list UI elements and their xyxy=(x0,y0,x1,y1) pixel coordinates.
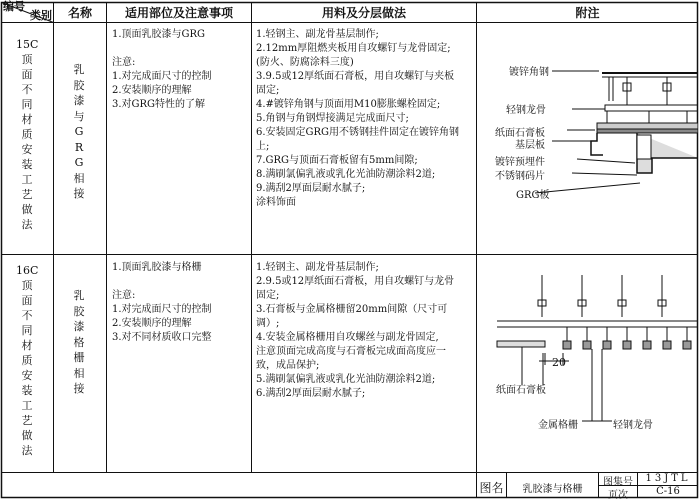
row1-label-4: 镀锌预埋件 xyxy=(495,157,545,168)
method-line: 6.满刮2厚面层耐水腻子; xyxy=(256,388,366,399)
method-line: 涂料饰面 xyxy=(256,197,296,208)
name-char: 胶 xyxy=(73,78,85,92)
page-value: C-16 xyxy=(656,486,680,497)
scope-line xyxy=(112,42,212,56)
name-char: 漆 xyxy=(73,320,85,333)
title-name-value: 乳胶漆与格栅 xyxy=(522,484,583,495)
name-char: 接 xyxy=(73,382,85,395)
row1-label-2: 纸面石膏板 xyxy=(495,128,545,139)
scope-line: 3.对不同材质收口完整 xyxy=(112,332,212,343)
name-char: G xyxy=(74,125,84,138)
page-label: 页次 xyxy=(608,490,628,501)
row2-code: 16C xyxy=(16,264,39,277)
scope-line: 3.对GRG特性的了解 xyxy=(112,99,206,110)
row1-method xyxy=(256,28,459,210)
method-line: 固定; xyxy=(256,290,280,301)
row2-category: 顶面不同材质安装工艺做法 xyxy=(21,279,33,457)
method-line: 8.满刷氯偏乳液或乳化光油防潮涂料2道; xyxy=(256,169,436,180)
name-char: R xyxy=(74,140,84,154)
scope-line: 注意: xyxy=(112,290,136,301)
method-line: 2.9.5或12厚纸面石膏板，用自攻螺钉与龙骨 xyxy=(256,276,455,287)
row2-label-1: 金属格栅 xyxy=(538,420,578,431)
scope-line: 1.对完成面尺寸的控制 xyxy=(112,71,212,82)
row1-name xyxy=(56,62,102,202)
header-name: 名称 xyxy=(67,6,92,20)
method-line: 3.9.5或12厚纸面石膏板，用自攻螺钉与夹板 xyxy=(256,71,455,82)
row1-label-0: 镀锌角钢 xyxy=(509,67,549,78)
method-line: 1.轻钢主、副龙骨基层制作; xyxy=(256,262,379,273)
header-method: 用料及分层做法 xyxy=(321,6,406,20)
scope-line: 1.顶面乳胶漆与格栅 xyxy=(112,262,202,273)
method-line: (防火、防腐涂料三度) xyxy=(256,57,354,68)
corner-label-category: 类别 xyxy=(30,9,52,22)
name-char: 乳 xyxy=(73,63,85,76)
scope-line: 1.对完成面尺寸的控制 xyxy=(112,304,212,315)
method-line: 6.安装固定GRG用不锈钢挂件固定在镀锌角钢 xyxy=(256,127,460,138)
method-line: 2.12mm厚阻燃夹板用自攻螺钉与龙骨固定; xyxy=(256,43,451,54)
header-scope: 适用部位及注意事项 xyxy=(124,6,233,20)
name-char: G xyxy=(74,156,84,169)
method-line: 7.GRG与顶面石膏板留有5mm间隙; xyxy=(256,155,418,166)
method-line: 调）; xyxy=(256,318,280,329)
row2-name xyxy=(56,288,102,397)
row1-label-1: 轻钢龙骨 xyxy=(506,105,546,116)
name-char: 相 xyxy=(73,171,85,185)
method-line: 5.满刷氯偏乳液或乳化光油防潮涂料2道; xyxy=(256,374,436,385)
atlas-value: 13JTL xyxy=(645,473,691,484)
method-line: 9.满刮2厚面层耐水腻子; xyxy=(256,183,366,194)
atlas-label: 图集号 xyxy=(603,477,633,488)
name-char: 栅 xyxy=(73,351,85,364)
method-line: 致，成品保护; xyxy=(256,360,320,371)
row2-label-0: 纸面石膏板 xyxy=(496,385,546,396)
row2-section-detail xyxy=(477,255,698,472)
row2-scope xyxy=(112,261,212,345)
title-name-label: 图名 xyxy=(479,481,504,495)
corner-label-code: 编号 xyxy=(3,0,25,13)
scope-line xyxy=(112,275,212,289)
row1-category: 顶面不同材质安装工艺做法 xyxy=(21,53,33,231)
name-char: 胶 xyxy=(73,304,85,318)
method-line: 3.石膏板与金属格栅留20mm间隙（尺寸可 xyxy=(256,304,448,315)
method-line: 4.安装金属格栅用自攻螺丝与副龙骨固定, xyxy=(256,332,439,343)
method-line: 固定; xyxy=(256,85,280,96)
scope-line: 1.顶面乳胶漆与GRG xyxy=(112,29,206,40)
name-char: 接 xyxy=(73,187,85,200)
name-char: 相 xyxy=(73,366,85,380)
row1-scope xyxy=(112,28,212,112)
scope-line: 2.安装顺序的理解 xyxy=(112,85,192,96)
method-line: 4.#镀锌角钢与顶面用M10膨胀螺栓固定; xyxy=(256,99,441,110)
method-line: 1.轻钢主、副龙骨基层制作; xyxy=(256,29,379,40)
row2-label-2: 轻钢龙骨 xyxy=(613,420,653,431)
name-char: 格 xyxy=(73,335,85,349)
name-char: 与 xyxy=(73,109,85,123)
row1-code: 15C xyxy=(16,38,39,51)
row2-method xyxy=(256,261,454,401)
row1-label-3: 基层板 xyxy=(515,140,545,151)
row1-label-6: GRG板 xyxy=(516,190,550,201)
name-char: 乳 xyxy=(73,289,85,302)
name-char: 漆 xyxy=(73,94,85,107)
row1-label-5: 不锈钢码片 xyxy=(495,171,545,182)
method-line: 注意顶面完成高度与石膏板完成面高度应一 xyxy=(256,346,446,357)
header-note: 附注 xyxy=(575,6,600,20)
row2-dimension: 20 xyxy=(552,356,566,369)
method-line: 上; xyxy=(256,141,270,152)
method-line: 5.角钢与角钢焊接满足完成面尺寸; xyxy=(256,113,409,124)
scope-line: 注意: xyxy=(112,57,136,68)
scope-line: 2.安装顺序的理解 xyxy=(112,318,192,329)
